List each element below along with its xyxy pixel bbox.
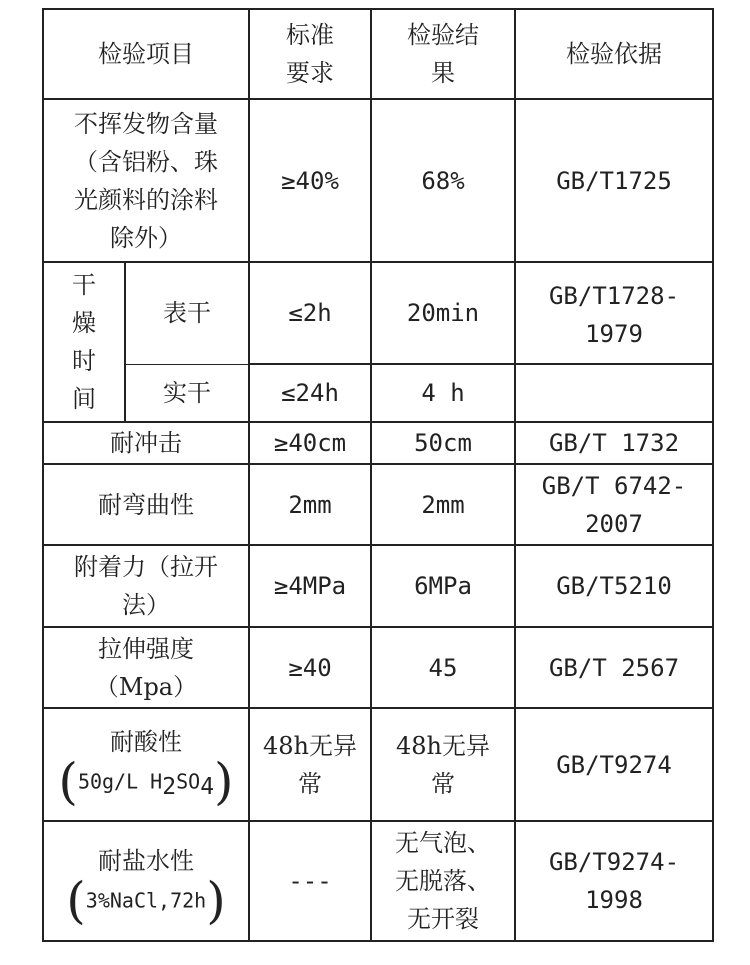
header-row xyxy=(43,9,713,99)
basis-nonvolatile: GB/T1725 xyxy=(515,99,713,262)
result-impact: 50cm xyxy=(371,422,515,464)
row-acid xyxy=(43,708,713,821)
standard-nonvolatile: ≥40% xyxy=(249,99,371,262)
result-surface-dry: 20min xyxy=(371,262,515,364)
row-drying-hard xyxy=(43,364,713,422)
standard-bending: 2mm xyxy=(249,464,371,545)
standard-tensile: ≥40 xyxy=(249,627,371,708)
basis-acid: GB/T9274 xyxy=(515,708,713,821)
item-salt xyxy=(43,821,249,941)
result-tensile: 45 xyxy=(371,627,515,708)
header-standard: 标准 要求 xyxy=(249,9,371,99)
standard-salt: --- xyxy=(249,821,371,941)
item-nonvolatile: 不挥发物含量 （含铝粉、珠 光颜料的涂料 除外） xyxy=(43,99,249,262)
basis-salt: GB/T9274- 1998 xyxy=(515,821,713,941)
standard-adhesion: ≥4MPa xyxy=(249,545,371,627)
item-bending: 耐弯曲性 xyxy=(43,464,249,545)
result-salt: 无气泡、 无脱落、 无开裂 xyxy=(371,821,515,941)
basis-tensile: GB/T 2567 xyxy=(515,627,713,708)
row-tensile xyxy=(43,627,713,708)
basis-hard-dry xyxy=(515,364,713,422)
result-bending: 2mm xyxy=(371,464,515,545)
item-tensile: 拉伸强度 （Mpa） xyxy=(43,627,249,708)
item-acid-condition: (50g/L $H_2SO_4$) xyxy=(58,752,234,811)
item-hard-dry: 实干 xyxy=(125,364,249,422)
basis-adhesion: GB/T5210 xyxy=(515,545,713,627)
item-salt-name: 耐盐水性 xyxy=(98,846,194,875)
standard-impact: ≥40cm xyxy=(249,422,371,464)
result-nonvolatile: 68% xyxy=(371,99,515,262)
item-salt-condition: (3%NaCl,72h) xyxy=(66,871,226,930)
row-nonvolatile xyxy=(43,99,713,262)
header-item: 检验项目 xyxy=(43,9,249,99)
header-basis: 检验依据 xyxy=(515,9,713,99)
basis-drying: GB/T1728- 1979 xyxy=(515,262,713,364)
result-hard-dry: 4 h xyxy=(371,364,515,422)
row-salt xyxy=(43,821,713,941)
row-impact xyxy=(43,422,713,464)
result-acid: 48h无异 常 xyxy=(371,708,515,821)
standard-acid: 48h无异 常 xyxy=(249,708,371,821)
item-acid-name: 耐酸性 xyxy=(110,728,182,757)
header-result: 检验结 果 xyxy=(371,9,515,99)
standard-surface-dry: ≤2h xyxy=(249,262,371,364)
basis-bending: GB/T 6742- 2007 xyxy=(515,464,713,545)
row-adhesion xyxy=(43,545,713,627)
item-acid xyxy=(43,708,249,821)
inspection-table xyxy=(42,8,714,942)
item-surface-dry: 表干 xyxy=(125,262,249,364)
standard-hard-dry: ≤24h xyxy=(249,364,371,422)
drying-time-label: 干 燥 时 间 xyxy=(43,262,125,422)
item-adhesion: 附着力（拉开 法） xyxy=(43,545,249,627)
row-drying-surface xyxy=(43,262,713,364)
row-bending xyxy=(43,464,713,545)
basis-impact: GB/T 1732 xyxy=(515,422,713,464)
item-impact: 耐冲击 xyxy=(43,422,249,464)
result-adhesion: 6MPa xyxy=(371,545,515,627)
